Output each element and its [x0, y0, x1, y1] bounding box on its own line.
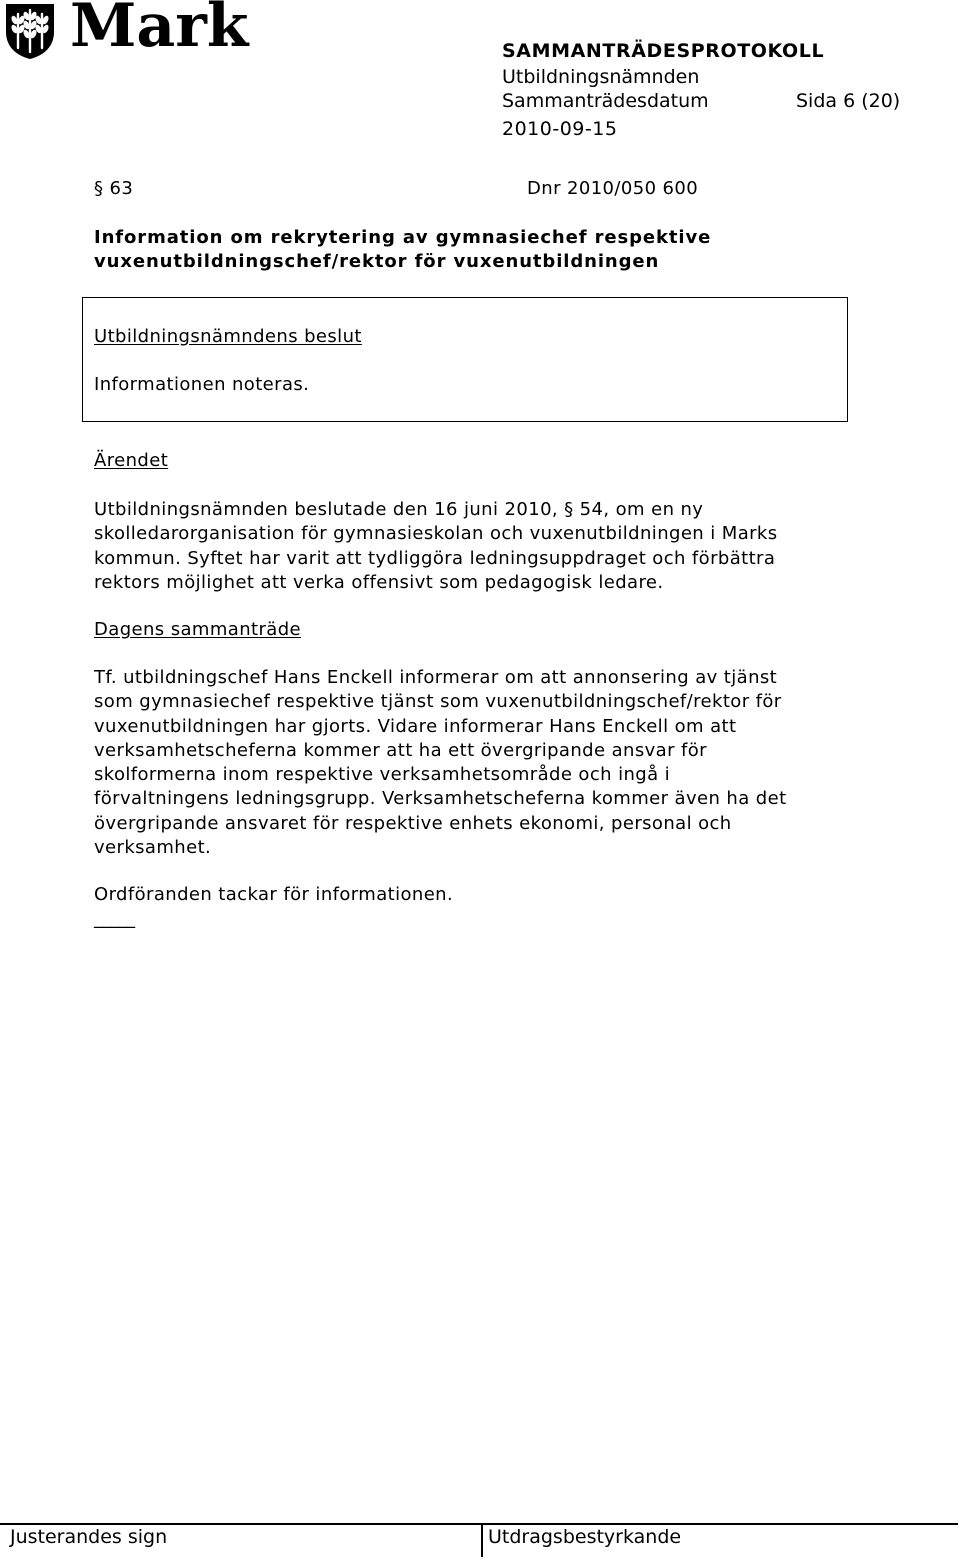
adjuster-signature-label: Justerandes sign	[10, 1526, 168, 1548]
arendet-line: kommun. Syftet har varit att tydliggöra ledningsuppdraget och förbättra	[94, 547, 776, 569]
dagens-line: övergripande ansvaret för respektive enhets ekonomi, personal och	[94, 812, 732, 834]
meeting-date-label: Sammanträdesdatum	[502, 90, 709, 112]
decision-box	[82, 297, 848, 422]
arendet-line: rektors möjlighet att verka offensivt som pedagogisk ledare.	[94, 571, 664, 593]
paragraph-title-line-1: Information om rekrytering av gymnasiechef respektive	[94, 227, 712, 248]
document-type: SAMMANTRÄDESPROTOKOLL	[502, 40, 825, 62]
dagens-line: Tf. utbildningschef Hans Enckell informerar om att annonsering av tjänst	[94, 667, 778, 688]
arendet-line: Utbildningsnämnden beslutade den 16 juni 2010, § 54, om en ny	[94, 499, 704, 520]
extract-certification-label: Utdragsbestyrkande	[488, 1526, 682, 1548]
page-number: Sida 6 (20)	[796, 90, 901, 112]
arendet-line: skolledarorganisation för gymnasieskolan och vuxenutbildningen i Marks	[94, 523, 778, 545]
arendet-text	[94, 498, 778, 595]
dagens-line: vuxenutbildningen har gjorts. Vidare informerar Hans Enckell om att	[94, 715, 737, 737]
dagens-line: verksamhetscheferna kommer att ha ett övergripande ansvar för	[94, 739, 707, 761]
diary-number: Dnr 2010/050 600	[527, 178, 699, 199]
end-mark: _____	[94, 908, 134, 929]
footer-column-divider	[481, 1523, 483, 1557]
paragraph-number: § 63	[94, 178, 134, 199]
decision-text: Informationen noteras.	[94, 374, 310, 395]
paragraph-title-line-2: vuxenutbildningschef/rektor för vuxenutbildningen	[94, 251, 660, 272]
decision-heading: Utbildningsnämndens beslut	[94, 326, 362, 347]
brand-name: Mark	[70, 0, 249, 61]
closing-text: Ordföranden tackar för informationen.	[94, 884, 454, 905]
dagens-line: förvaltningens ledningsgrupp. Verksamhetscheferna kommer även ha det	[94, 788, 787, 810]
municipality-crest-icon	[4, 2, 56, 60]
dagens-text	[94, 666, 787, 860]
meeting-date: 2010-09-15	[502, 118, 618, 140]
arendet-heading: Ärendet	[94, 450, 169, 471]
dagens-heading: Dagens sammanträde	[94, 619, 302, 640]
dagens-line: som gymnasiechef respektive tjänst som vuxenutbildningschef/rektor för	[94, 691, 782, 713]
footer-divider	[0, 1523, 958, 1525]
dagens-line: skolformerna inom respektive verksamhetsområde och ingå i	[94, 764, 671, 786]
dagens-line: verksamhet.	[94, 837, 212, 859]
board-name: Utbildningsnämnden	[502, 66, 700, 88]
